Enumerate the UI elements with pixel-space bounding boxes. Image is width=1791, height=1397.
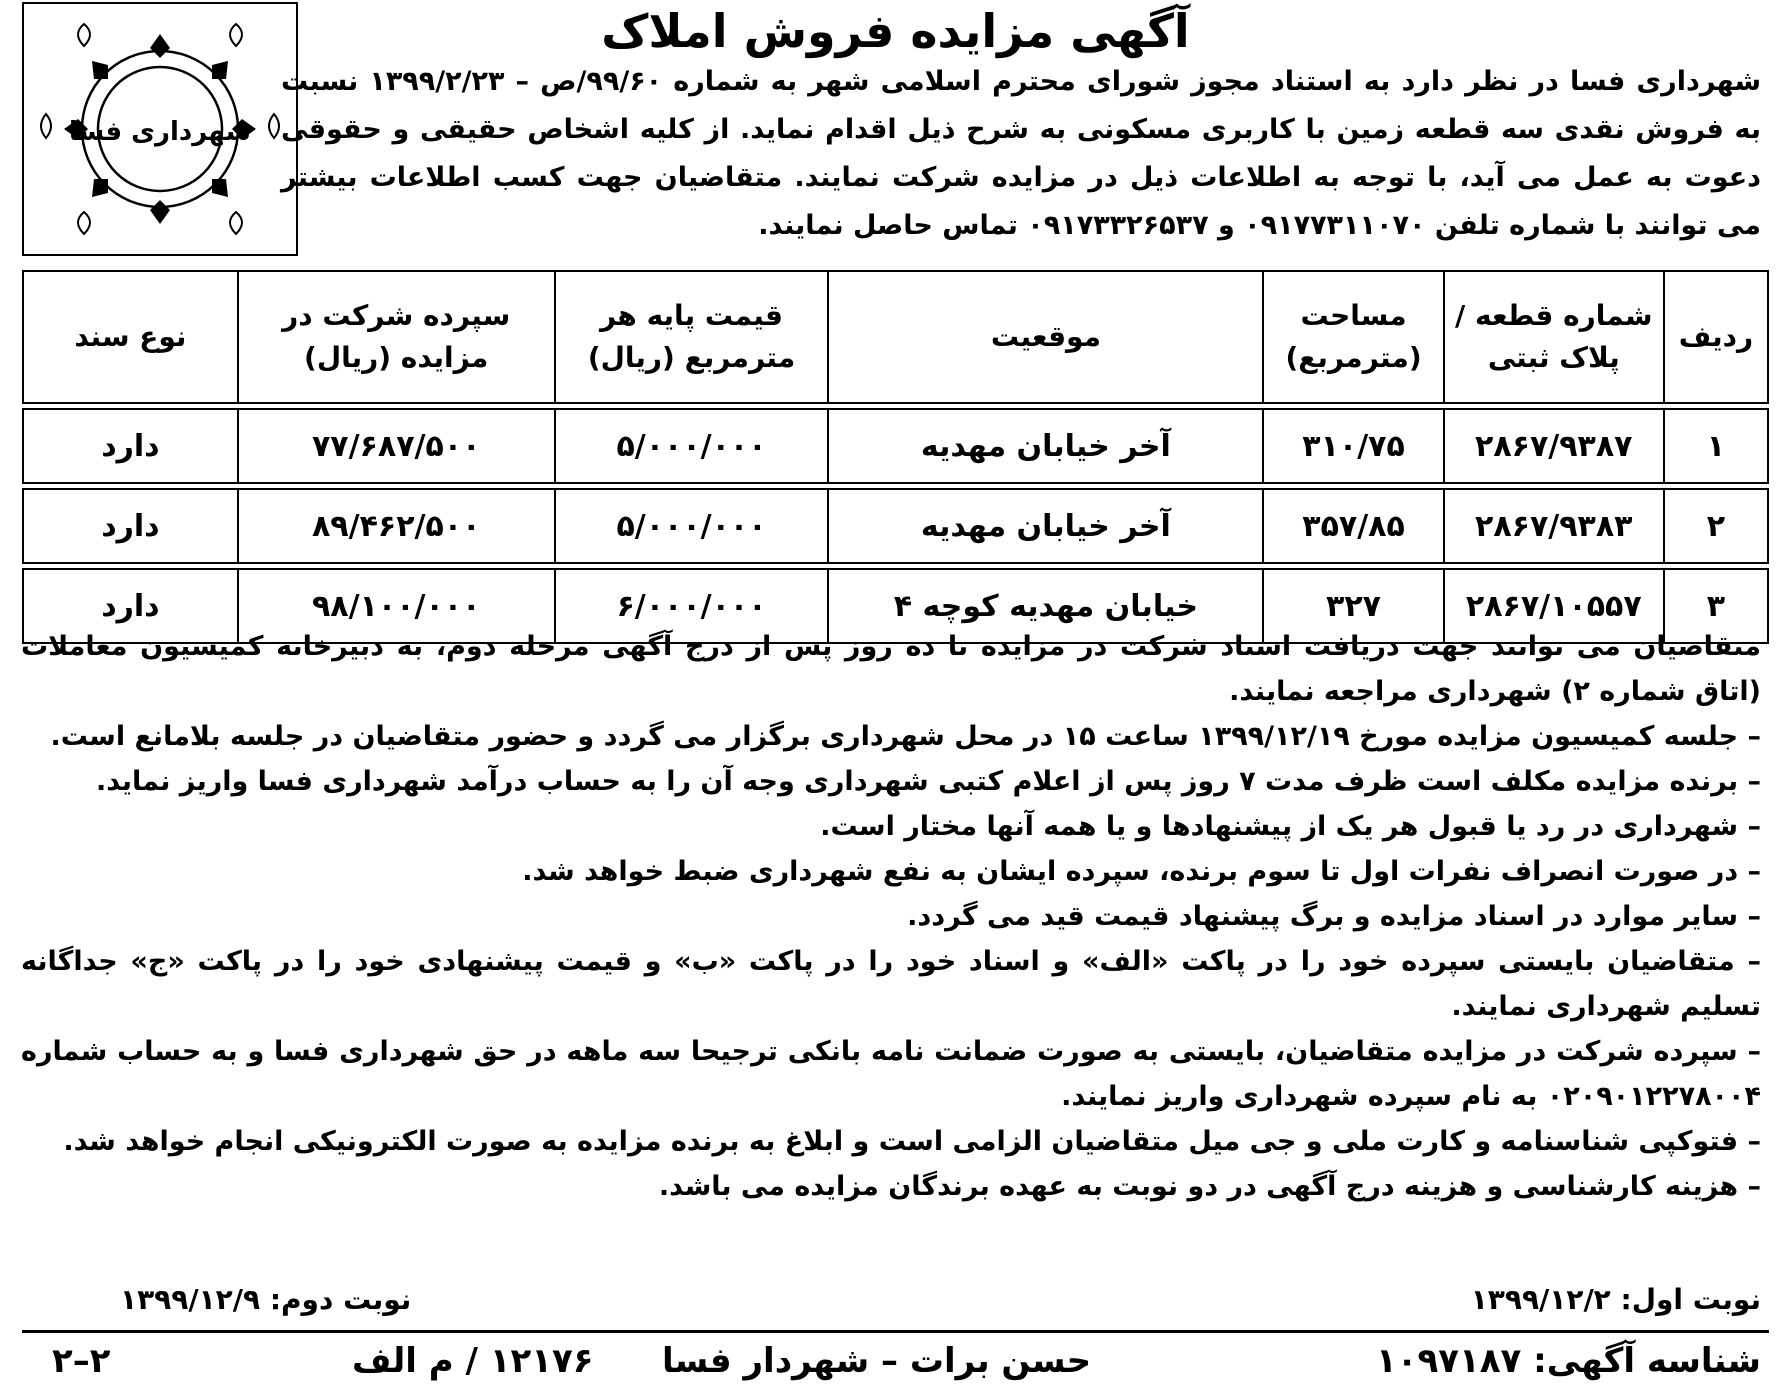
term-item: – در صورت انصراف نفرات اول تا سوم برنده، سپرده ایشان به نفع شهرداری ضبط خواهد شد. <box>522 856 1761 887</box>
cell-row-number: ۳ <box>1664 569 1768 643</box>
cell-area: ۳۱۰/۷۵ <box>1263 409 1443 483</box>
svg-text:شهرداری فسا: شهرداری فسا <box>68 117 252 147</box>
municipality-emblem-icon <box>24 4 296 254</box>
col-header-deposit: سپرده شرکت در مزایده (ریال) <box>238 271 555 403</box>
col-header-plot-number: شماره قطعه / پلاک ثبتی <box>1444 271 1664 403</box>
term-item: – هزینه کارشناسی و هزینه درج آگهی در دو نوبت به عهده برندگان مزایده می باشد. <box>658 1171 1761 1202</box>
col-header-area: مساحت (مترمربع) <box>1263 271 1443 403</box>
publication-turns <box>30 1283 1761 1329</box>
cell-location: خیابان مهدیه کوچه ۴ <box>828 569 1263 643</box>
cell-plot-number: ۲۸۶۷/۹۳۸۳ <box>1444 489 1664 563</box>
cell-location: آخر خیابان مهدیه <box>828 489 1263 563</box>
term-item: – برنده مزایده مکلف است ظرف مدت ۷ روز پس از اعلام کتبی شهرداری وجه آن را به حساب درآمد شهرداری فسا واریز نماید. <box>96 766 1761 797</box>
reference-number: ۱۲۱۷۶ / م الف <box>352 1341 594 1381</box>
cell-row-number: ۱ <box>1664 409 1768 483</box>
cell-location: آخر خیابان مهدیه <box>828 409 1263 483</box>
second-turn-date: نوبت دوم: ۱۳۹۹/۱۲/۹ <box>120 1283 412 1316</box>
page-title: آگهی مزایده فروش املاک <box>601 4 1190 58</box>
term-item: – فتوکپی شناسنامه و کارت ملی و جی میل متقاضیان الزامی است و ابلاغ به برنده مزایده به صورت الکترونیکی انجام خواهد شد. <box>63 1126 1761 1157</box>
cell-deed-type: دارد <box>23 569 238 643</box>
term-item: متقاضیان می توانند جهت دریافت اسناد شرکت در مزایده تا ده روز پس از درج آگهی مرحله دوم، به دبیرخانه کمیسیون معاملات (اتاق شماره ۲) شهرداری مراجعه نمایند. <box>21 631 1761 707</box>
table-header-row <box>23 271 1768 403</box>
lots-table <box>22 270 1769 644</box>
col-header-base-price: قیمت پایه هر مترمربع (ریال) <box>555 271 829 403</box>
term-item: – جلسه کمیسیون مزایده مورخ ۱۳۹۹/۱۲/۱۹ ساعت ۱۵ در محل شهرداری برگزار می گردد و حضور متقاضیان در جلسه بلامانع است. <box>50 721 1761 752</box>
cell-deed-type: دارد <box>23 489 238 563</box>
municipality-logo <box>22 2 298 256</box>
footer-bar <box>22 1330 1769 1391</box>
table-row <box>23 409 1768 483</box>
term-item: – شهرداری در رد یا قبول هر یک از پیشنهادها و یا همه آنها مختار است. <box>820 811 1761 842</box>
cell-deposit: ۸۹/۴۶۲/۵۰۰ <box>238 489 555 563</box>
turn-code: ۲–۲ <box>52 1341 111 1381</box>
ad-id: شناسه آگهی: ۱۰۹۷۱۸۷ <box>1376 1341 1761 1381</box>
term-item: – سایر موارد در اسناد مزایده و برگ پیشنهاد قیمت قید می گردد. <box>907 901 1761 932</box>
cell-plot-number: ۲۸۶۷/۱۰۵۵۷ <box>1444 569 1664 643</box>
cell-deposit: ۹۸/۱۰۰/۰۰۰ <box>238 569 555 643</box>
col-header-deed-type: نوع سند <box>23 271 238 403</box>
cell-plot-number: ۲۸۶۷/۹۳۸۷ <box>1444 409 1664 483</box>
term-item: – متقاضیان بایستی سپرده خود را در پاکت «الف» و اسناد خود را در پاکت «ب» و قیمت پیشنهادی خود را در پاکت «ج» جداگانه تسلیم شهرداری نمایند. <box>21 946 1761 1022</box>
intro-paragraph: شهرداری فسا در نظر دارد به استناد مجوز شورای محترم اسلامی شهر به شماره ۹۹/۶۰/ص – ۱۳۹۹/۲/۲۳ نسبت به فروش نقدی سه قطعه زمین با کاربری مسکونی به شرح ذیل اقدام نماید. از کلیه اشخاص حقیقی و حقوقی دعوت به عمل می آید، با توجه به اطلاعات ذیل در مزایده شرکت نمایند. متقاضیان جهت کسب اطلاعات بیشتر می توانند با شماره تلفن ۰۹۱۷۷۳۱۱۰۷۰ و ۰۹۱۷۳۳۲۶۵۳۷ تماس حاصل نمایند. <box>281 66 1761 241</box>
term-item: – سپرده شرکت در مزایده متقاضیان، بایستی به صورت ضمانت نامه بانکی ترجیحا سه ماهه در حق شهرداری فسا و به حساب شماره ۰۲۰۹۰۱۲۲۷۸۰۰۴ به نام سپرده شهرداری واریز نمایند. <box>21 1036 1761 1112</box>
cell-base-price: ۵/۰۰۰/۰۰۰ <box>555 409 829 483</box>
terms-list <box>21 624 1761 1209</box>
cell-row-number: ۲ <box>1664 489 1768 563</box>
col-header-location: موقعیت <box>828 271 1263 403</box>
first-turn-date: نوبت اول: ۱۳۹۹/۱۲/۲ <box>1470 1283 1761 1316</box>
cell-deed-type: دارد <box>23 409 238 483</box>
table-row <box>23 489 1768 563</box>
cell-area: ۳۵۷/۸۵ <box>1263 489 1443 563</box>
cell-base-price: ۵/۰۰۰/۰۰۰ <box>555 489 829 563</box>
cell-base-price: ۶/۰۰۰/۰۰۰ <box>555 569 829 643</box>
signature: حسن برات – شهردار فسا <box>662 1341 1092 1381</box>
cell-deposit: ۷۷/۶۸۷/۵۰۰ <box>238 409 555 483</box>
col-header-row-number: ردیف <box>1664 271 1768 403</box>
cell-area: ۳۲۷ <box>1263 569 1443 643</box>
